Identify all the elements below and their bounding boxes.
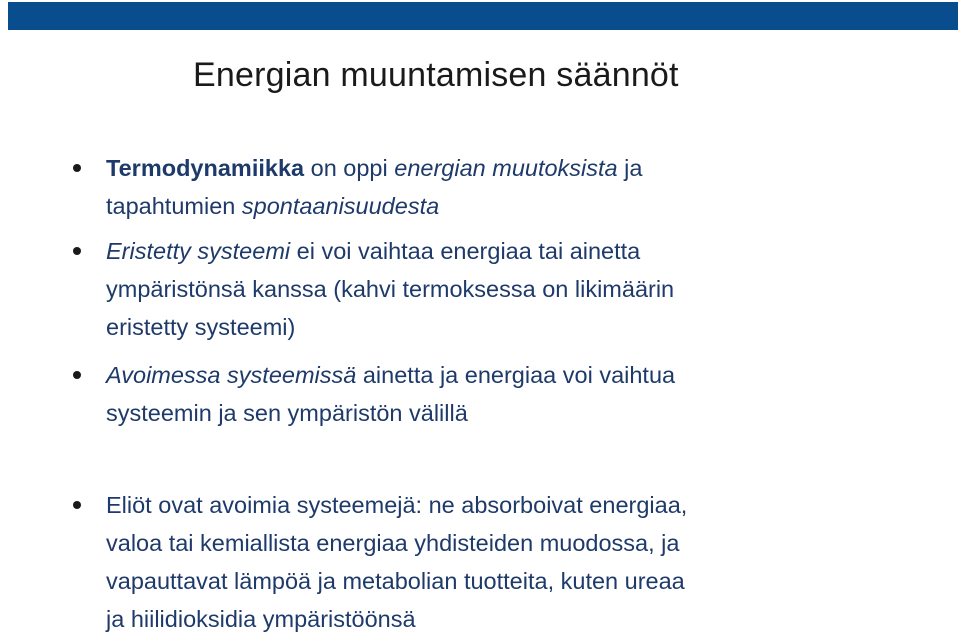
text-span: ja: [617, 155, 643, 181]
bullet-item: [106, 486, 866, 638]
bullet-item: [106, 149, 886, 225]
bullet-line: [106, 486, 866, 524]
term-italic: Avoimessa systeemissä: [106, 362, 357, 388]
text-span: systeemin ja sen ympäristön välillä: [106, 400, 468, 426]
text-span: ympäristönsä kanssa (kahvi termoksessa on likimäärin: [106, 276, 675, 302]
bullet-line: [106, 356, 886, 394]
text-span: ainetta ja energiaa voi vaihtua: [356, 362, 676, 388]
term-bold: Termodynamiikka: [106, 155, 305, 181]
text-span: tapahtumien: [106, 193, 242, 219]
bullet-line: [106, 394, 886, 432]
bullet-line: [106, 270, 886, 308]
text-span: Eliöt ovat avoimia systeemejä: ne absorboivat energiaa,: [106, 492, 688, 518]
text-span: eristetty systeemi): [106, 314, 296, 340]
bullet-line: [106, 562, 866, 600]
slide-title: Energian muuntamisen säännöt: [193, 56, 679, 94]
bullet-line: [106, 308, 886, 346]
text-span: ei voi vaihtaa energiaa tai ainetta: [290, 238, 641, 264]
bullet-line: [106, 600, 866, 638]
bullet-line: [106, 187, 886, 225]
bullet-item: [106, 356, 886, 432]
text-span: vapauttavat lämpöä ja metabolian tuotteita, kuten ureaa: [106, 568, 685, 594]
bullet-line: [106, 524, 866, 562]
bullet-line: [106, 149, 886, 187]
text-span: valoa tai kemiallista energiaa yhdisteiden muodossa, ja: [106, 530, 680, 556]
term-italic: energian muutoksista: [394, 155, 618, 181]
term-italic: Eristetty systeemi: [106, 238, 291, 264]
text-span: on oppi: [304, 155, 395, 181]
text-span: ja hiilidioksidia ympäristöönsä: [106, 606, 416, 632]
bullet-item: [106, 232, 886, 346]
term-italic: spontaanisuudesta: [241, 193, 440, 219]
bullet-line: [106, 232, 886, 270]
